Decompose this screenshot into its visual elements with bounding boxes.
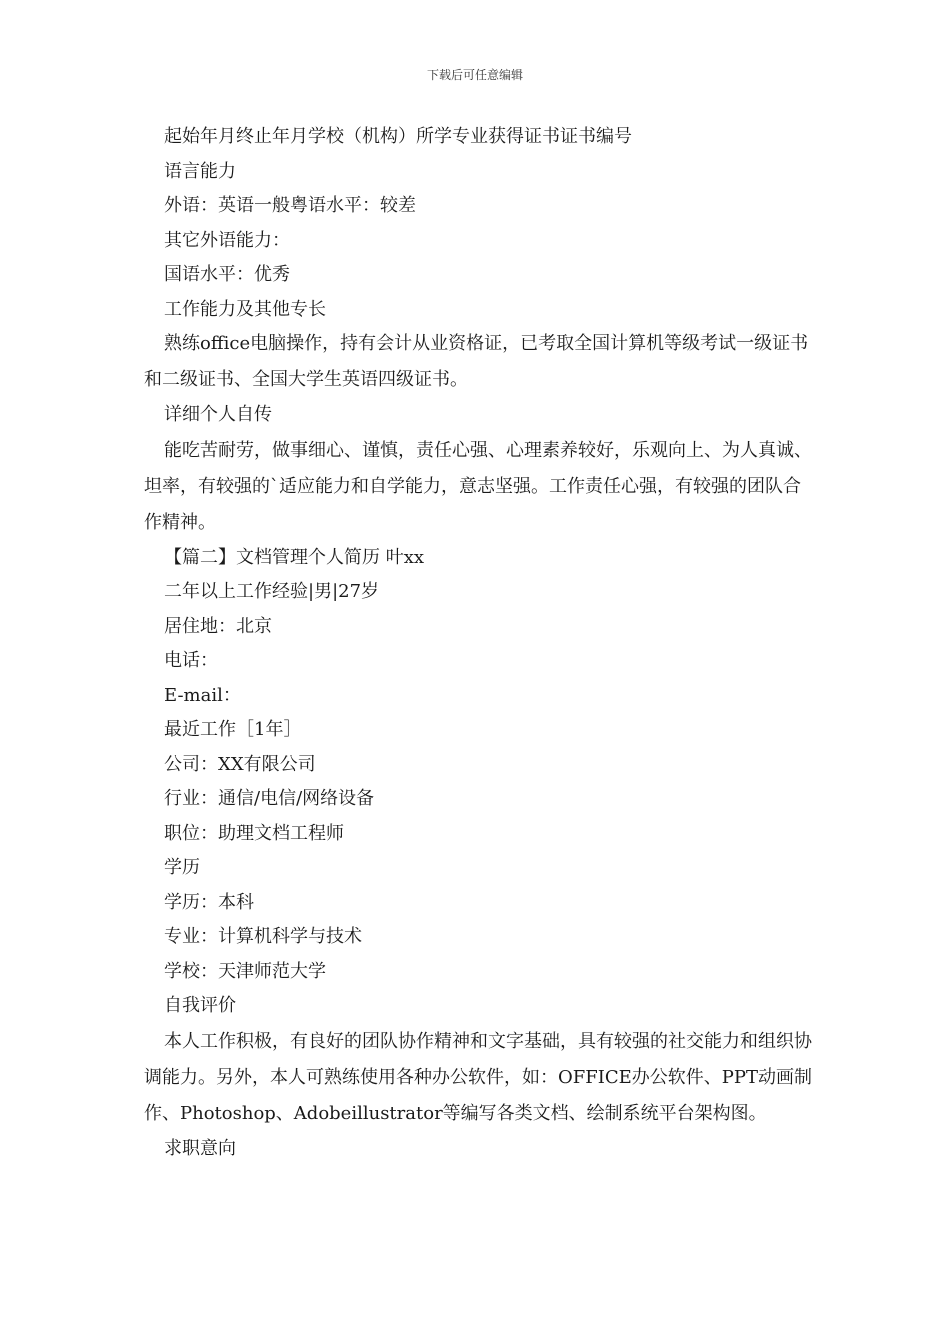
bio-paragraph: 能吃苦耐劳，做事细心、谨慎，责任心强、心理素养较好，乐观向上、为人真诚、坦率，有较强的`适应能力和自学能力，意志坚强。工作责任心强，有较强的团队合作精神。: [144, 439, 812, 533]
page-header-note: 下载后可任意编辑: [426, 68, 523, 82]
resume-two-title: 【篇二】文档管理个人简历 叶xx: [164, 546, 425, 568]
phone-line: 电话：: [164, 650, 218, 671]
education-table-header: 起始年月终止年月学校（机构）所学专业获得证书证书编号: [164, 126, 632, 147]
other-language-line: 其它外语能力：: [164, 229, 290, 251]
position-line: 职位：助理文档工程师: [164, 822, 344, 844]
foreign-language-line: 外语：英语一般粤语水平：较差: [164, 195, 416, 216]
mandarin-level-line: 国语水平：优秀: [164, 264, 290, 285]
residence-line: 居住地：北京: [164, 615, 272, 637]
self-evaluation-paragraph: 本人工作积极，有良好的团队协作精神和文字基础，具有较强的社交能力和组织协调能力。另外，本人可熟练使用各种办公软件，如：OFFICE办公软件、PPT动画制作、Photoshop、Adobeillustrator等编写各类文档、绘制系统平台架构图。: [144, 1030, 812, 1124]
section-heading-language: 语言能力: [164, 160, 236, 182]
experience-summary-line: 二年以上工作经验|男|27岁: [164, 581, 380, 602]
degree-line: 学历：本科: [164, 891, 254, 913]
school-line: 学校：天津师范大学: [164, 960, 326, 982]
section-heading-self-evaluation: 自我评价: [164, 995, 236, 1016]
industry-line: 行业：通信/电信/网络设备: [164, 788, 375, 809]
section-heading-education: 学历: [164, 857, 200, 878]
major-line: 专业：计算机科学与技术: [164, 926, 362, 947]
recent-work-line: 最近工作［1年］: [164, 719, 302, 740]
email-line: E-mail：: [164, 684, 241, 706]
skills-paragraph: 熟练office电脑操作，持有会计从业资格证，已考取全国计算机等级考试一级证书和二级证书、全国大学生英语四级证书。: [144, 333, 809, 390]
section-heading-job-intent: 求职意向: [164, 1137, 236, 1159]
document-body: [144, 120, 812, 1166]
company-line: 公司：XX有限公司: [164, 753, 316, 775]
section-heading-skills: 工作能力及其他专长: [164, 298, 326, 320]
section-heading-bio: 详细个人自传: [164, 404, 272, 425]
